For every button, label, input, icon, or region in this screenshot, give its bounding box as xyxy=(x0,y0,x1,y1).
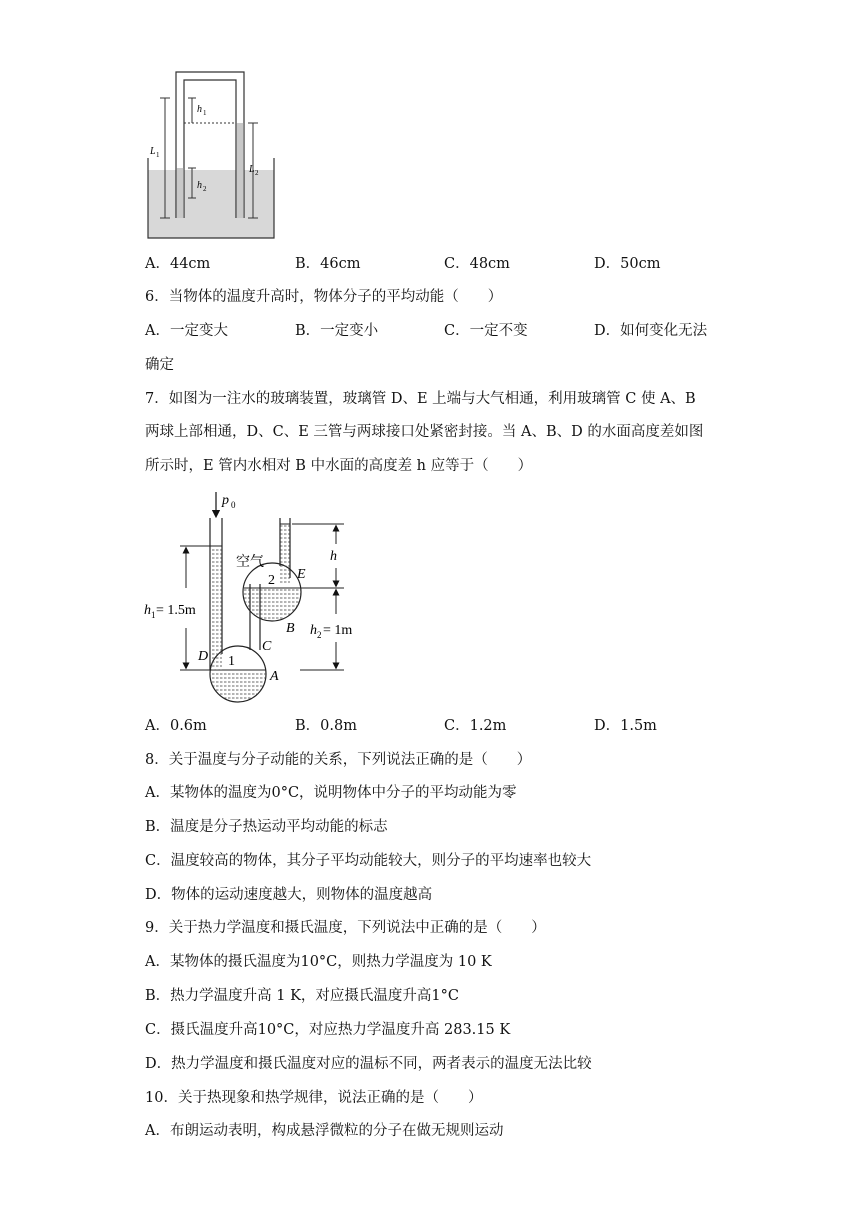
h2-sub: 2 xyxy=(317,630,322,640)
h1-value: = 1.5m xyxy=(156,603,196,618)
q7-option-d[interactable]: D．1.5m xyxy=(594,718,657,734)
q9-option-c[interactable]: C．摄氏温度升高10°C，对应热力学温度升高 283.15 K xyxy=(145,1022,511,1038)
q8-option-a[interactable]: A．某物体的温度为0°C，说明物体中分子的平均动能为零 xyxy=(145,785,517,801)
L1-sub: 1 xyxy=(156,151,160,159)
B-label: B xyxy=(286,621,295,636)
h2-sub: 2 xyxy=(203,185,207,193)
q5-option-c[interactable]: C．48cm xyxy=(444,256,510,272)
L1-label: L xyxy=(150,146,156,157)
p0-sub: 0 xyxy=(231,500,236,510)
q8-option-b[interactable]: B．温度是分子热运动平均动能的标志 xyxy=(145,819,388,835)
q6-option-b[interactable]: B．一定变小 xyxy=(295,323,379,339)
C-label: C xyxy=(262,639,272,654)
q6-stem: 6．当物体的温度升高时，物体分子的平均动能（ ） xyxy=(145,289,503,305)
q7-option-b[interactable]: B．0.8m xyxy=(295,718,357,734)
q6-option-d[interactable]: D．如何变化无法 xyxy=(594,323,708,339)
h2-label: h xyxy=(310,623,317,638)
q6-option-a[interactable]: A．一定变大 xyxy=(145,323,228,339)
h1-label: h xyxy=(197,104,202,115)
bulb-1-label: 1 xyxy=(228,654,235,669)
q7-option-a[interactable]: A．0.6m xyxy=(145,718,207,734)
u-tube-figure xyxy=(140,68,280,244)
q9-option-a[interactable]: A．某物体的摄氏温度为10°C，则热力学温度为 10 K xyxy=(145,954,492,970)
q9-stem: 9．关于热力学温度和摄氏温度，下列说法中正确的是（ ） xyxy=(145,920,546,936)
bulb-apparatus-figure xyxy=(140,488,380,706)
q8-option-c[interactable]: C．温度较高的物体，其分子平均动能较大，则分子的平均速率也较大 xyxy=(145,853,592,869)
h-label: h xyxy=(330,549,337,564)
q10-stem: 10．关于热现象和热学规律，说法正确的是（ ） xyxy=(145,1090,483,1106)
q10-option-a[interactable]: A．布朗运动表明，构成悬浮微粒的分子在做无规则运动 xyxy=(145,1123,504,1139)
L2-label: L xyxy=(249,164,255,175)
q8-stem: 8．关于温度与分子动能的关系，下列说法正确的是（ ） xyxy=(145,752,532,768)
h2-value: = 1m xyxy=(323,623,353,638)
h1-label: h xyxy=(144,603,151,618)
bulb-2-label: 2 xyxy=(268,573,275,588)
q7-option-c[interactable]: C．1.2m xyxy=(444,718,507,734)
p0-label: p xyxy=(222,493,229,508)
q5-option-b[interactable]: B．46cm xyxy=(295,256,361,272)
q9-option-d[interactable]: D．热力学温度和摄氏温度对应的温标不同，两者表示的温度无法比较 xyxy=(145,1056,592,1072)
q6-option-c[interactable]: C．一定不变 xyxy=(444,323,528,339)
q5-option-a[interactable]: A．44cm xyxy=(145,256,211,272)
h2-label: h xyxy=(197,180,202,191)
q7-stem-line-3: 所示时，E 管内水相对 B 中水面的高度差 h 应等于（ ） xyxy=(145,458,533,474)
q8-option-d[interactable]: D．物体的运动速度越大，则物体的温度越高 xyxy=(145,887,433,903)
D-label: D xyxy=(198,649,209,664)
L2-sub: 2 xyxy=(255,169,259,177)
h1-sub: 1 xyxy=(151,610,156,620)
q7-stem-line-1: 7．如图为一注水的玻璃装置，玻璃管 D、E 上端与大气相通，利用玻璃管 C 使 A、B xyxy=(145,391,696,407)
air-label: 空气 xyxy=(236,555,264,570)
q6-option-d-wrap: 确定 xyxy=(145,357,174,373)
q7-stem-line-2: 两球上部相通，D、C、E 三管与两球接口处紧密封接。当 A、B、D 的水面高度差如图 xyxy=(145,424,704,440)
E-label: E xyxy=(297,567,306,582)
q9-option-b[interactable]: B．热力学温度升高 1 K，对应摄氏温度升高1°C xyxy=(145,988,459,1004)
A-label: A xyxy=(270,669,279,684)
q5-option-d[interactable]: D．50cm xyxy=(594,256,661,272)
h1-sub: 1 xyxy=(203,109,207,117)
